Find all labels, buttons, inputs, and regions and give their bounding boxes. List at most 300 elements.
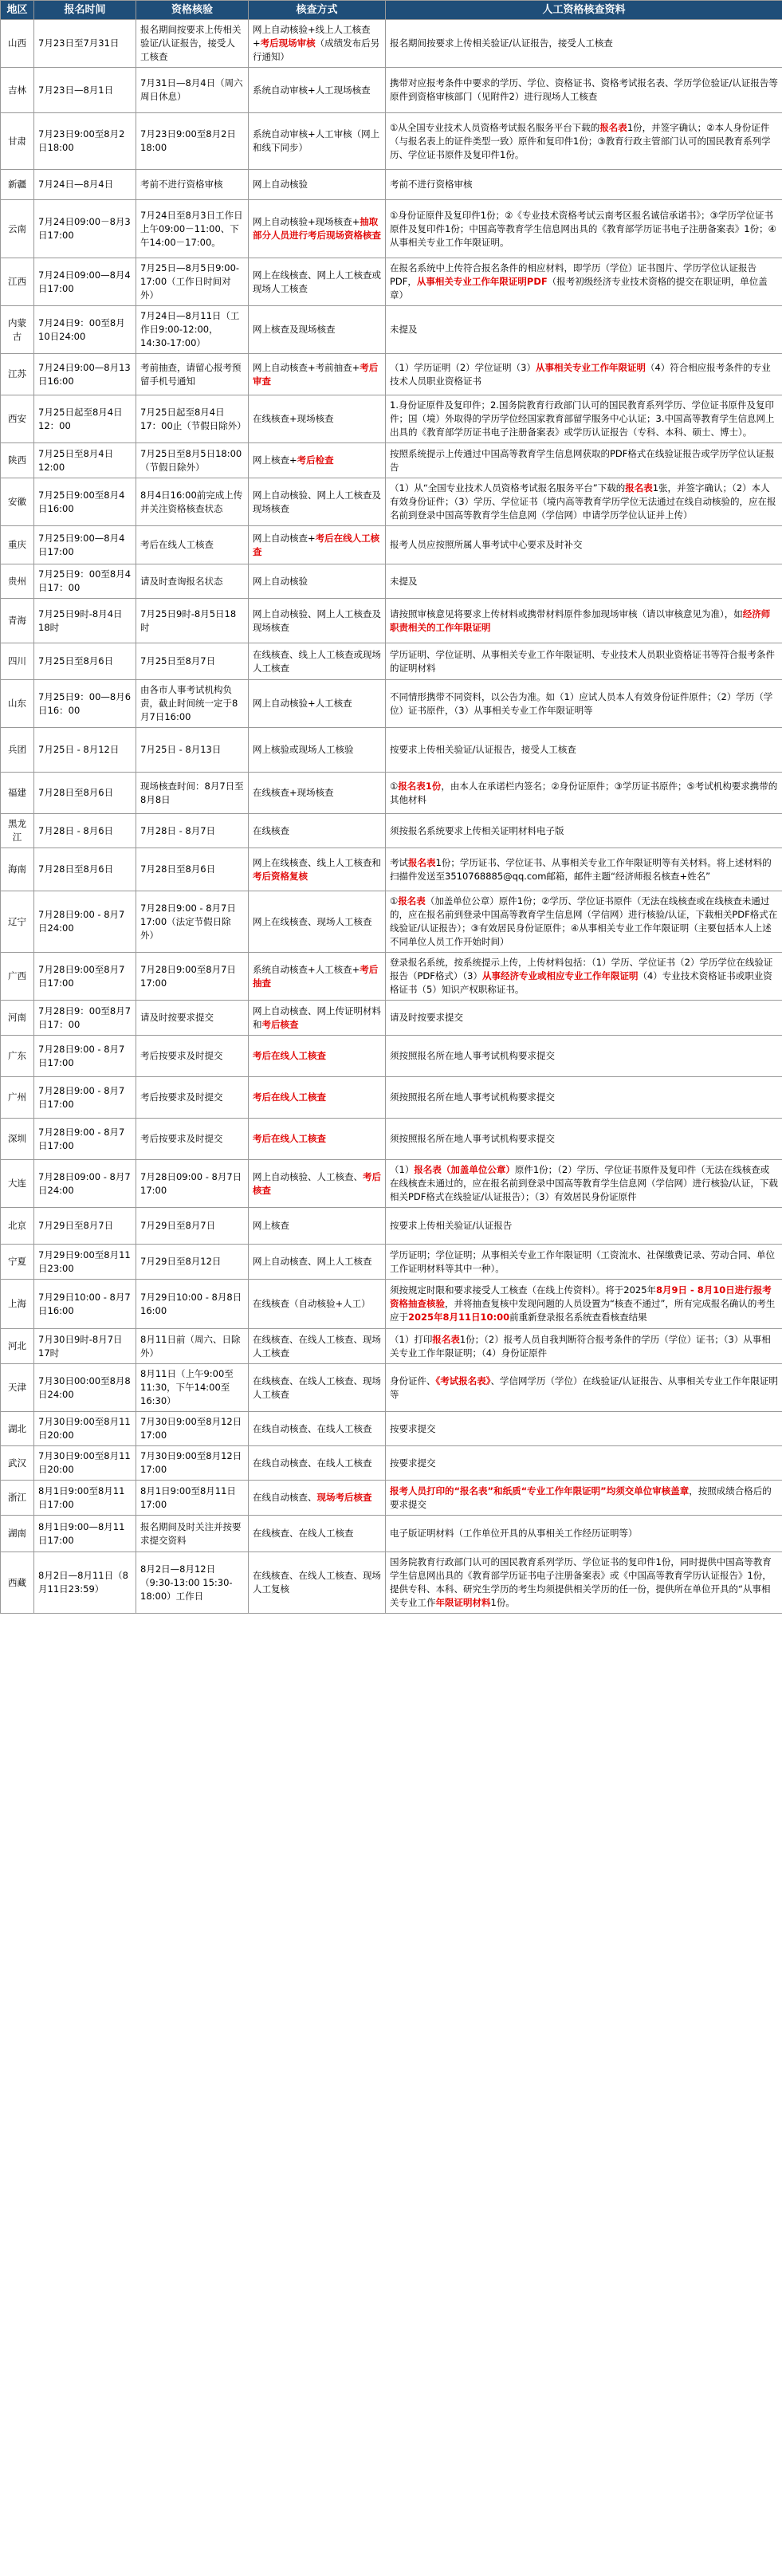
text-segment: 网上自动核验+现场核查+: [253, 216, 360, 227]
text-segment: 网上自动核验+人工核查: [253, 698, 352, 709]
text-segment: 国务院教育行政部门认可的国民教育系列学历、学位证书的复印件1份，同时提供中国高等教育学生信息网出具的《教育部学历证书电子注册备案表》或《中国高等教育学历认证报告》1份，提供专科、本科、研究生学历的考生均须提供相关学历的任一份，提供所在单位开具的“从事相关专业工作: [390, 1556, 772, 1608]
check-method-cell: [249, 564, 386, 599]
table-row: [1, 1119, 782, 1160]
text-segment: 按要求上传相关验证/认证报告，接受人工核查: [390, 744, 576, 755]
text-segment: 须按照报名所在地人事考试机构要求提交: [390, 1091, 555, 1103]
text-segment: 携带对应报考条件中要求的学历、学位、资格证书、资格考试报名表、学历学位验证/认证报告等原件到资格审核部门（见附件2）进行现场人工核查: [390, 77, 778, 102]
verify-time-cell: 8月11日（上午9:00至11:30，下午14:00至16:30）: [136, 1364, 249, 1412]
verify-time-cell: 7月25日起至8月4日17：00止（节假日除外）: [136, 395, 249, 443]
header-qualification-verify: 资格核验: [136, 1, 249, 20]
text-segment: 学历证明、学位证明、从事相关专业工作年限证明、专业技术人员职业资格证书等符合报考条件的证明材料: [390, 648, 775, 674]
table-row: [1, 1280, 782, 1329]
materials-cell: [386, 1329, 782, 1364]
registration-time-cell: 7月23日9:00至8月2日18:00: [34, 113, 136, 170]
highlight-text: 8月9日 - 8月10日进行报考资格抽查核验: [390, 1284, 772, 1309]
text-segment: 原件1份；（2）学历、学位证书原件及复印件（无法在线核查或在线核查未通过的，应在报名前到登录中国高等教育学生信息网（学信网）进行核验/认证，下载相关PDF格式在线验证/认证报告）；（3）有效居民身份证原件: [390, 1164, 778, 1202]
region-cell: 宁夏: [1, 1245, 34, 1280]
text-segment: 网上自动核验+线上人工核查+: [253, 24, 371, 49]
text-segment: （成绩发布后另行通知）: [253, 37, 380, 62]
text-segment: 网上自动核查+考前抽查+: [253, 361, 360, 373]
verify-time-cell: 7月25日—8月5日9:00-17:00（工作日时间对外）: [136, 258, 249, 306]
text-segment: 须按照报名所在地人事考试机构要求提交: [390, 1050, 555, 1061]
registration-time-cell: 7月25日 - 8月12日: [34, 728, 136, 773]
highlight-text: 从事经济专业或相应专业工作年限证明: [481, 970, 639, 981]
table-row: [1, 1329, 782, 1364]
table-row: [1, 306, 782, 354]
registration-time-cell: 7月25日9:00—8月4日17:00: [34, 526, 136, 564]
registration-time-cell: 7月30日9:00至8月11日20:00: [34, 1446, 136, 1481]
text-segment: （加盖单位公章）原件1份；②学历、学位证书原件（无法在线核查或在线核查未通过的，应在报名前到登录中国高等教育学生信息网（学信网）进行核验/认证，下载相关PDF格式在线验证/认证报告）；③有效居民身份证原件；④从事相关专业工作年限证明（主要包括本人上述不同单位人员工作开始时间）: [390, 895, 778, 947]
highlight-text: 考后在线人工核查: [253, 1133, 326, 1144]
region-cell: 河北: [1, 1329, 34, 1364]
check-method-cell: [249, 814, 386, 848]
check-method-cell: [249, 1119, 386, 1160]
registration-time-cell: 7月28日 - 8月6日: [34, 814, 136, 848]
highlight-text: 抽取部分人员进行考后现场资格核查: [253, 216, 381, 241]
text-segment: 按要求上传相关验证/认证报告: [390, 1220, 513, 1231]
registration-time-cell: 7月28日9:00至8月7日17:00: [34, 953, 136, 1001]
text-segment: 在线自动核查、在线人工核查: [253, 1422, 372, 1434]
materials-cell: [386, 599, 782, 643]
table-row: [1, 1412, 782, 1446]
region-cell: 大连: [1, 1160, 34, 1208]
check-method-cell: [249, 443, 386, 478]
materials-cell: [386, 1245, 782, 1280]
highlight-text: 从事相关专业工作年限证明PDF: [416, 276, 548, 287]
materials-cell: [386, 1364, 782, 1412]
check-method-cell: [249, 1516, 386, 1552]
registration-time-cell: 7月28日9：00至8月7日17：00: [34, 1001, 136, 1036]
verify-time-cell: 7月29日10:00 - 8月8日16:00: [136, 1280, 249, 1329]
region-cell: 四川: [1, 643, 34, 680]
text-segment: 按要求提交: [390, 1422, 436, 1434]
table-row: [1, 1208, 782, 1245]
table-row: [1, 68, 782, 113]
table-row: [1, 848, 782, 891]
verify-time-cell: 考后按要求及时提交: [136, 1036, 249, 1077]
text-segment: 系统自动审核+人工审核（网上和线下同步）: [253, 128, 380, 153]
highlight-text: 2025年8月11日10:00: [408, 1312, 510, 1323]
registration-time-cell: 7月28日至8月6日: [34, 848, 136, 891]
text-segment: （1）学历证明（2）学位证明（3）: [390, 361, 536, 373]
region-cell: 西藏: [1, 1552, 34, 1614]
region-cell: 江苏: [1, 354, 34, 395]
table-row: [1, 599, 782, 643]
verify-time-cell: 7月30日9:00至8月12日17:00: [136, 1412, 249, 1446]
registration-time-cell: 7月28日9:00 - 8月7日17:00: [34, 1036, 136, 1077]
verify-time-cell: 报名期间及时关注并按要求提交资料: [136, 1516, 249, 1552]
materials-cell: [386, 848, 782, 891]
table-row: [1, 773, 782, 814]
text-segment: 网上自动核查+: [253, 532, 316, 544]
table-row: [1, 20, 782, 68]
text-segment: 在线自动核查、: [253, 1492, 317, 1503]
text-segment: 网上核查: [253, 1220, 289, 1231]
materials-cell: [386, 443, 782, 478]
table-row: [1, 1160, 782, 1208]
highlight-text: 《考试报名表》: [435, 1375, 491, 1386]
check-method-cell: [249, 1208, 386, 1245]
check-method-cell: [249, 643, 386, 680]
check-method-cell: [249, 20, 386, 68]
text-segment: 1份；学历证书、学位证书、从事相关专业工作年限证明等有关材料。将上述材料的扫描件发送至3510768885@qq.com邮箱，邮件主题“经济师报名核查+姓名”: [390, 856, 772, 882]
materials-cell: [386, 773, 782, 814]
check-method-cell: [249, 1412, 386, 1446]
table-row: [1, 728, 782, 773]
highlight-text: 考后在线人工核查: [253, 532, 380, 557]
highlight-text: 年限证明材料: [435, 1597, 491, 1608]
text-segment: 1份；（2）报考人员自我判断符合报考条件的学历（学位）证书；（3）从事相关专业工作年限证明；（4）身份证原件: [390, 1333, 771, 1359]
verify-time-cell: 考前不进行资格审核: [136, 170, 249, 200]
text-segment: 学历证明；学位证明；从事相关专业工作年限证明（工资流水、社保缴费记录、劳动合同、单位工作证明材料等其中一种）。: [390, 1249, 775, 1274]
materials-cell: [386, 1077, 782, 1119]
registration-time-cell: 7月28日9:00 - 8月7日17:00: [34, 1119, 136, 1160]
text-segment: （4）符合相应报考条件的专业技术人员职业资格证书: [390, 361, 771, 387]
check-method-cell: [249, 1001, 386, 1036]
verify-time-cell: 请及时查询报名状态: [136, 564, 249, 599]
check-method-cell: [249, 1481, 386, 1516]
table-row: [1, 354, 782, 395]
check-method-cell: [249, 1364, 386, 1412]
region-cell: 海南: [1, 848, 34, 891]
text-segment: ，由本人在承诺栏内签名；②身份证原件；③学历证书原件；⑤考试机构要求携带的其他材料: [390, 780, 778, 805]
check-method-cell: [249, 354, 386, 395]
header-check-method: 核查方式: [249, 1, 386, 20]
text-segment: 考前不进行资格审核: [390, 179, 473, 190]
header-region: 地区: [1, 1, 34, 20]
highlight-text: 现场考后核查: [316, 1492, 372, 1503]
text-segment: 在线核查: [253, 824, 289, 836]
registration-time-cell: 7月23日—8月1日: [34, 68, 136, 113]
region-cell: 湖南: [1, 1516, 34, 1552]
region-cell: 广西: [1, 953, 34, 1001]
text-segment: 须按报名系统要求上传相关证明材料电子版: [390, 824, 564, 836]
text-segment: 1份。: [490, 1597, 515, 1608]
text-segment: ①身份证原件及复印件1份；②《专业技术资格考试云南考区报名诚信承诺书》；③学历学位证书原件及复印件1份；中国高等教育学生信息网出具的《教育部学历证书电子注册备案表》1份；④从事相关专业工作年限证明。: [390, 209, 776, 248]
registration-time-cell: 7月29日10:00 - 8月7日16:00: [34, 1280, 136, 1329]
text-segment: ①: [390, 895, 399, 907]
registration-time-cell: 7月28日9:00 - 8月7日17:00: [34, 1077, 136, 1119]
region-cell: 山西: [1, 20, 34, 68]
verify-time-cell: 考后按要求及时提交: [136, 1119, 249, 1160]
text-segment: 在线核查、在线人工核查: [253, 1528, 354, 1539]
region-cell: 上海: [1, 1280, 34, 1329]
highlight-text: 经济师职责相关的工作年限证明: [390, 608, 771, 633]
highlight-text: 考后抽查: [253, 963, 379, 989]
verify-time-cell: 考后按要求及时提交: [136, 1077, 249, 1119]
text-segment: 在线核查、在线人工核查、现场人工核查: [253, 1333, 381, 1359]
registration-time-cell: 7月23日至7月31日: [34, 20, 136, 68]
text-segment: 在线核查、在线人工核查、现场人工复核: [253, 1570, 381, 1595]
highlight-text: 考后现场审核: [260, 37, 316, 49]
table-row: [1, 478, 782, 526]
materials-cell: [386, 564, 782, 599]
highlight-text: 报名表: [398, 895, 426, 907]
registration-time-cell: 7月30日9:00至8月11日20:00: [34, 1412, 136, 1446]
region-cell: 吉林: [1, 68, 34, 113]
text-segment: 网上自动核验、网上人工核查及现场核查: [253, 489, 381, 514]
highlight-text: 考后检查: [297, 454, 334, 466]
text-segment: 在线核查、线上人工核查或现场人工核查: [253, 648, 381, 674]
table-row: [1, 1077, 782, 1119]
table-row: [1, 200, 782, 258]
check-method-cell: [249, 395, 386, 443]
registration-time-cell: 7月24日09:00—8月4日17:00: [34, 258, 136, 306]
registration-time-cell: 7月25日起至8月4日12：00: [34, 395, 136, 443]
text-segment: 、学信网学历（学位）在线验证/认证报告、从事相关专业工作年限证明等: [390, 1375, 778, 1400]
region-cell: 山东: [1, 680, 34, 728]
table-row: [1, 395, 782, 443]
check-method-cell: [249, 478, 386, 526]
registration-time-cell: 7月24日9:00—8月13日16:00: [34, 354, 136, 395]
verify-time-cell: 7月29日至8月7日: [136, 1208, 249, 1245]
registration-time-cell: 7月28日09:00 - 8月7日24:00: [34, 1160, 136, 1208]
region-cell: 广州: [1, 1077, 34, 1119]
check-method-cell: [249, 526, 386, 564]
registration-time-cell: 7月25日至8月4日12:00: [34, 443, 136, 478]
region-cell: 兵团: [1, 728, 34, 773]
highlight-text: 考后核查: [253, 1170, 381, 1196]
verify-time-cell: 8月11日前（周六、日除外）: [136, 1329, 249, 1364]
materials-cell: [386, 1001, 782, 1036]
registration-time-cell: 7月25日9：00—8月6日16：00: [34, 680, 136, 728]
registration-time-cell: 8月1日9:00—8月11日17:00: [34, 1516, 136, 1552]
text-segment: 网上自动核验: [253, 179, 308, 190]
registration-time-cell: 7月28日9:00 - 8月7日24:00: [34, 891, 136, 953]
materials-cell: [386, 20, 782, 68]
registration-time-cell: 7月28日至8月6日: [34, 773, 136, 814]
region-cell: 湖北: [1, 1412, 34, 1446]
highlight-text: 从事相关专业工作年限证明: [535, 361, 646, 373]
materials-cell: [386, 643, 782, 680]
materials-cell: [386, 953, 782, 1001]
registration-time-cell: 7月25日至8月6日: [34, 643, 136, 680]
verify-time-cell: 7月28日9:00 - 8月7日17:00（法定节假日除外）: [136, 891, 249, 953]
registration-time-cell: 7月25日9:00至8月4日16:00: [34, 478, 136, 526]
materials-cell: [386, 1160, 782, 1208]
highlight-text: 考后资格复核: [253, 870, 308, 882]
verify-time-cell: 7月28日至8月6日: [136, 848, 249, 891]
text-segment: 网上自动核验: [253, 575, 308, 587]
text-segment: 在线核查+现场核查: [253, 787, 334, 798]
materials-cell: [386, 1552, 782, 1614]
table-row: [1, 1001, 782, 1036]
text-segment: 在线核查+现场核查: [253, 413, 334, 424]
verify-time-cell: 7月24日—8月11日（工作日9:00-12:00，14:30-17:00）: [136, 306, 249, 354]
materials-cell: [386, 354, 782, 395]
verify-time-cell: 7月25日9时-8月5日18时: [136, 599, 249, 643]
region-cell: 广东: [1, 1036, 34, 1077]
verify-time-cell: 8月4日16:00前完成上传并关注资格核查状态: [136, 478, 249, 526]
check-method-cell: [249, 200, 386, 258]
materials-cell: [386, 680, 782, 728]
highlight-text: 报名表: [599, 121, 627, 133]
text-segment: 在线自动核查、在线人工核查: [253, 1457, 372, 1469]
text-segment: （1）从“全国专业技术人员资格考试报名服务平台”下载的: [390, 482, 626, 494]
text-segment: （1）打印: [390, 1333, 433, 1345]
region-cell: 辽宁: [1, 891, 34, 953]
check-method-cell: [249, 170, 386, 200]
text-segment: 网上自动核查、网上人工核查: [253, 1256, 372, 1267]
text-segment: 系统自动核查+人工核查+: [253, 963, 360, 975]
check-method-cell: [249, 848, 386, 891]
check-method-cell: [249, 1077, 386, 1119]
region-cell: 江西: [1, 258, 34, 306]
verify-time-cell: 报名期间按要求上传相关验证/认证报告，接受人工核查: [136, 20, 249, 68]
region-cell: 青海: [1, 599, 34, 643]
text-segment: 网上核查+: [253, 454, 297, 466]
verify-time-cell: 现场核查时间：8月7日至8月8日: [136, 773, 249, 814]
highlight-text: 报名表: [432, 1333, 460, 1345]
text-segment: 在线核查、在线人工核查、现场人工核查: [253, 1375, 381, 1400]
registration-time-cell: 7月25日9时-8月4日18时: [34, 599, 136, 643]
materials-cell: [386, 478, 782, 526]
registration-time-cell: 7月30日00:00至8月8日24:00: [34, 1364, 136, 1412]
highlight-text: 考后审查: [253, 361, 379, 387]
materials-cell: [386, 1036, 782, 1077]
region-cell: 黑龙江: [1, 814, 34, 848]
table-row: [1, 814, 782, 848]
check-method-cell: [249, 1036, 386, 1077]
registration-time-cell: 7月24日09:00－8月3日17:00: [34, 200, 136, 258]
table-row: [1, 526, 782, 564]
materials-cell: [386, 526, 782, 564]
highlight-text: 报名表: [625, 482, 653, 494]
materials-cell: [386, 113, 782, 170]
text-segment: 1.身份证原件及复印件；2.国务院教育行政部门认可的国民教育系列学历、学位证书原件及复印件；国（境）外取得的学历学位经国家教育部留学服务中心认证；3.中国高等教育学生信息网上出具的《教育部学历证书电子注册备案表》或学历认证报告（专科、本科、硕士、博士）。: [390, 399, 775, 438]
materials-cell: [386, 258, 782, 306]
verify-time-cell: 7月25日至8月5日18:00（节假日除外）: [136, 443, 249, 478]
materials-cell: [386, 1481, 782, 1516]
text-segment: 网上自动核验、网上人工核查及现场核查: [253, 608, 381, 633]
highlight-text: 报名表1份: [398, 780, 442, 792]
region-cell: 河南: [1, 1001, 34, 1036]
text-segment: 1张，并签字确认；（2）本人有效身份证件；（3）学历、学位证书（境内高等教育学历学位无法通过在线自动核验的，应在报名前到登录中国高等教育学生信息网（学信网）申请学历学位认证并上传）: [390, 482, 776, 521]
region-cell: 贵州: [1, 564, 34, 599]
highlight-text: 考后在线人工核查: [253, 1091, 326, 1103]
text-segment: 网上核验或现场人工核验: [253, 744, 354, 755]
text-segment: （4）专业技术资格证书或职业资格证书（5）知识产权职称证书。: [390, 970, 772, 995]
verify-time-cell: 7月25日至8月7日: [136, 643, 249, 680]
region-cell: 新疆: [1, 170, 34, 200]
text-segment: （1）: [390, 1164, 415, 1175]
table-row: [1, 643, 782, 680]
verify-time-cell: 7月25日 - 8月13日: [136, 728, 249, 773]
text-segment: 网上自动核查、网上传证明材料和: [253, 1005, 381, 1030]
materials-cell: [386, 814, 782, 848]
check-method-cell: [249, 728, 386, 773]
region-cell: 天津: [1, 1364, 34, 1412]
table-row: [1, 113, 782, 170]
verify-time-cell: 7月24日至8月3日工作日上午09:00－11:00、下午14:00－17:00。: [136, 200, 249, 258]
check-method-cell: [249, 1280, 386, 1329]
region-cell: 西安: [1, 395, 34, 443]
check-method-cell: [249, 258, 386, 306]
text-segment: 在报名系统中上传符合报名条件的相应材料，即学历（学位）证书图片、学历学位认证报告PDF，: [390, 262, 756, 287]
verify-time-cell: 请及时按要求提交: [136, 1001, 249, 1036]
registration-time-cell: 7月30日9时-8月7日17时: [34, 1329, 136, 1364]
table-row: [1, 1481, 782, 1516]
text-segment: 网上核查及现场核查: [253, 324, 336, 335]
region-cell: 浙江: [1, 1481, 34, 1516]
table-row: [1, 258, 782, 306]
text-segment: 网上在线核查、现场人工核查: [253, 915, 372, 927]
text-segment: 考试: [390, 856, 408, 868]
verify-time-cell: 7月28日 - 8月7日: [136, 814, 249, 848]
check-method-cell: [249, 68, 386, 113]
text-segment: 1份，并签字确认；②本人身份证件（与报名表上的证件类型一致）原件和复印件1份；③教育行政主管部门认可的国民教育系列学历、学位证书原件及复印件1份。: [390, 121, 771, 160]
region-cell: 福建: [1, 773, 34, 814]
region-cell: 重庆: [1, 526, 34, 564]
verify-time-cell: 7月28日9:00至8月7日17:00: [136, 953, 249, 1001]
check-method-cell: [249, 891, 386, 953]
materials-cell: [386, 1119, 782, 1160]
materials-cell: [386, 1412, 782, 1446]
highlight-text: 考后核查: [261, 1018, 299, 1030]
table-row: [1, 1446, 782, 1481]
text-segment: 在线核查（自动核验+人工）: [253, 1298, 371, 1309]
text-segment: 须按照报名所在地人事考试机构要求提交: [390, 1133, 555, 1144]
region-cell: 深圳: [1, 1119, 34, 1160]
table-row: [1, 1036, 782, 1077]
materials-cell: [386, 306, 782, 354]
text-segment: ，按照成绩合格后的要求提交: [390, 1485, 772, 1510]
check-method-cell: [249, 1329, 386, 1364]
table-row: [1, 170, 782, 200]
check-method-cell: [249, 1552, 386, 1614]
text-segment: 不同情形携带不同资料，以公告为准。如（1）应试人员本人有效身份证件原件；（2）学历（学位）证书原件，（3）从事相关专业工作年限证明等: [390, 690, 773, 716]
check-method-cell: [249, 953, 386, 1001]
text-segment: 请及时按要求提交: [390, 1012, 463, 1023]
text-segment: 未提及: [390, 324, 418, 335]
materials-cell: [386, 1446, 782, 1481]
text-segment: 网上自动核验、人工核查、: [253, 1170, 363, 1182]
text-segment: 按照系统提示上传通过中国高等教育学生信息网获取的PDF格式在线验证报告或学历学位认证报告: [390, 447, 775, 473]
text-segment: 网上在线核查、网上人工核查或现场人工核查: [253, 269, 381, 294]
region-cell: 内蒙古: [1, 306, 34, 354]
region-cell: 北京: [1, 1208, 34, 1245]
verify-time-cell: 7月28日09:00 - 8月7日17:00: [136, 1160, 249, 1208]
text-segment: 电子版证明材料（工作单位开具的从事相关工作经历证明等）: [390, 1528, 638, 1539]
check-method-cell: [249, 680, 386, 728]
registration-time-cell: 7月24日—8月4日: [34, 170, 136, 200]
registration-time-cell: 8月1日9:00至8月11日17:00: [34, 1481, 136, 1516]
registration-time-cell: 7月29日至8月7日: [34, 1208, 136, 1245]
highlight-text: 报名表: [408, 856, 436, 868]
verify-time-cell: 8月1日9:00至8月11日17:00: [136, 1481, 249, 1516]
check-method-cell: [249, 1446, 386, 1481]
materials-cell: [386, 395, 782, 443]
highlight-text: 报考人员打印的“报名表”和纸质“专业工作年限证明”均须交单位审核盖章: [390, 1485, 690, 1496]
region-cell: 武汉: [1, 1446, 34, 1481]
registration-time-cell: 8月2日—8月11日（8月11日23:59）: [34, 1552, 136, 1614]
header-manual-materials: 人工资格核查资料: [386, 1, 782, 20]
text-segment: 须按规定时限和要求接受人工核查（在线上传资料）。将于2025年: [390, 1284, 657, 1296]
text-segment: 未提及: [390, 575, 418, 587]
verify-time-cell: 7月23日9:00至8月2日18:00: [136, 113, 249, 170]
verify-time-cell: 考前抽查，请留心报考预留手机号通知: [136, 354, 249, 395]
table-row: [1, 443, 782, 478]
verify-time-cell: 8月2日—8月12日（9:30-13:00 15:30-18:00）工作日: [136, 1552, 249, 1614]
table-row: [1, 1364, 782, 1412]
highlight-text: 报名表（加盖单位公章）: [414, 1164, 515, 1175]
materials-cell: [386, 1208, 782, 1245]
text-segment: 请按照审核意见将要求上传材料或携带材料原件参加现场审核（请以审核意见为准），如: [390, 608, 743, 619]
check-method-cell: [249, 773, 386, 814]
text-segment: ，并将抽查复核中发现问题的人员设置为“核查不通过”，所有完成报名确认的考生应于: [390, 1298, 776, 1323]
verify-time-cell: 7月30日9:00至8月12日17:00: [136, 1446, 249, 1481]
check-method-cell: [249, 599, 386, 643]
